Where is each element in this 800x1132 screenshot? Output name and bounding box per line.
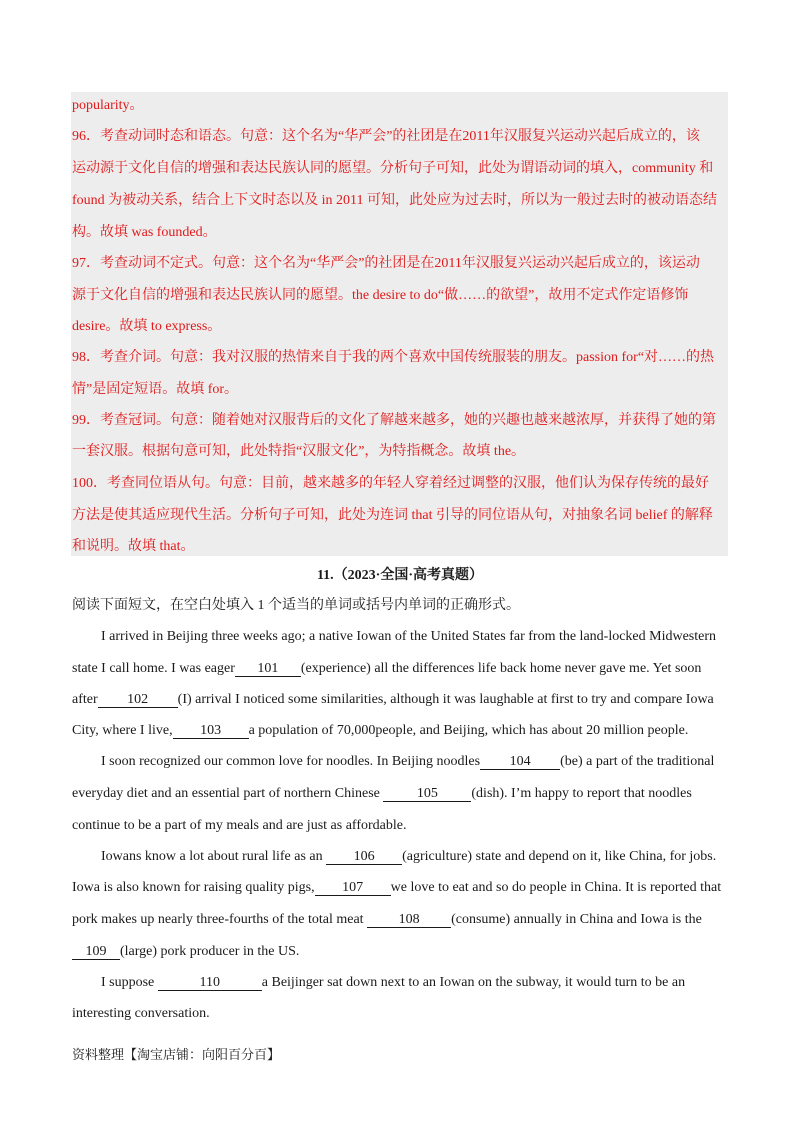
- answer-line: 和说明。故填 that。: [72, 539, 195, 554]
- passage-text: (large) pork producer in the US.: [120, 944, 300, 959]
- blank-108[interactable]: 108: [367, 913, 451, 928]
- answer-line: 方法是使其适应现代生活。分析句子可知，此处为连词 that 引导的同位语从句，对抽象名词 belief 的解释: [72, 508, 713, 523]
- passage-line: continue to be a part of my meals and are just as affordable.: [72, 818, 407, 833]
- passage-text: after: [72, 692, 98, 707]
- passage-text: (I) arrival I noticed some similarities, although it was laughable at first to try and compare Iowa: [177, 692, 714, 707]
- answer-line: 100．考查同位语从句。句意：目前，越来越多的年轻人穿着经过调整的汉服，他们认为保存传统的最好: [72, 476, 709, 491]
- answer-line: 97．考查动词不定式。句意：这个名为“华严会”的社团是在2011年汉服复兴运动兴起后成立的，该运动: [72, 256, 700, 271]
- answer-line: 运动源于文化自信的增强和表达民族认同的愿望。分析句子可知，此处为谓语动词的填入，community 和: [72, 161, 714, 176]
- answer-line: found 为被动关系，结合上下文时态以及 in 2011 可知，此处应为过去时，所以为一般过去时的被动语态结: [72, 193, 718, 208]
- passage-text: pork makes up nearly three-fourths of the total meat: [72, 912, 364, 927]
- passage-text: a Beijinger sat down next to an Iowan on the subway, it would turn to be an: [261, 975, 686, 990]
- blank-107[interactable]: 107: [315, 881, 391, 896]
- passage-line: I arrived in Beijing three weeks ago; a native Iowan of the United States far from the land-locked Midwestern: [101, 629, 717, 644]
- instruction: 阅读下面短文，在空白处填入 1 个适当的单词或括号内单词的正确形式。: [72, 598, 520, 613]
- blank-106[interactable]: 106: [326, 850, 402, 865]
- passage-text: Iowa is also known for raising quality pigs,: [72, 880, 315, 895]
- footer-source: 资料整理【淘宝店铺：向阳百分百】: [72, 1048, 281, 1063]
- answer-line: 98．考查介词。句意：我对汉服的热情来自于我的两个喜欢中国传统服装的朋友。passion for“对……的热: [72, 350, 715, 365]
- passage-text: City, where I live,: [72, 723, 173, 738]
- passage-text: we love to eat and so do people in China. It is reported that: [390, 880, 722, 895]
- passage-line: [101, 849, 716, 865]
- blank-102[interactable]: 102: [98, 693, 178, 708]
- blank-109[interactable]: 109: [72, 945, 120, 960]
- passage-line: [101, 754, 714, 770]
- passage-line: interesting conversation.: [72, 1006, 210, 1021]
- passage-text: I soon recognized our common love for noodles. In Beijing noodles: [101, 754, 481, 769]
- answer-line: 一套汉服。根据句意可知，此处特指“汉服文化”，为特指概念。故填 the。: [72, 444, 526, 459]
- passage-text: (experience) all the differences life back home never gave me. Yet soon: [300, 661, 702, 676]
- passage-text: (dish). I’m happy to report that noodles: [471, 786, 692, 801]
- blank-105[interactable]: 105: [383, 787, 471, 802]
- passage-line: [72, 723, 688, 739]
- passage-text: state I call home. I was eager: [72, 661, 235, 676]
- answer-line: 96．考查动词时态和语态。句意：这个名为“华严会”的社团是在2011年汉服复兴运动兴起后成立的，该: [72, 129, 700, 144]
- passage-line: [72, 944, 299, 960]
- answer-line: popularity。: [72, 98, 144, 113]
- passage-text: (be) a part of the traditional: [560, 754, 715, 769]
- passage-text: Iowans know a lot about rural life as an: [101, 849, 323, 864]
- passage-line: [101, 975, 685, 991]
- blank-104[interactable]: 104: [480, 755, 560, 770]
- passage-line: [72, 912, 702, 928]
- answer-line: desire。故填 to express。: [72, 319, 222, 334]
- passage-text: (consume) annually in China and Iowa is the: [451, 912, 702, 927]
- answer-line: 情”是固定短语。故填 for。: [72, 382, 239, 397]
- question-title: 11.（2023·全国·高考真题）: [316, 568, 484, 583]
- passage-text: (agriculture) state and depend on it, like China, for jobs.: [402, 849, 717, 864]
- passage-line: [72, 661, 701, 677]
- answer-line: 源于文化自信的增强和表达民族认同的愿望。the desire to do“做……的欲望”，故用不定式作定语修饰: [72, 288, 689, 303]
- passage-line: [72, 786, 692, 802]
- passage-line: [72, 692, 714, 708]
- passage-text: I suppose: [101, 975, 155, 990]
- blank-103[interactable]: 103: [173, 724, 249, 739]
- passage-text: everyday diet and an essential part of northern Chinese: [72, 786, 380, 801]
- passage-line: [72, 880, 721, 896]
- passage-text: a population of 70,000people, and Beijing, which has about 20 million people.: [248, 723, 689, 738]
- answer-line: 99．考查冠词。句意：随着她对汉服背后的文化了解越来越多，她的兴趣也越来越浓厚，并获得了她的第: [72, 413, 716, 428]
- blank-101[interactable]: 101: [235, 662, 301, 677]
- blank-110[interactable]: 110: [158, 976, 262, 991]
- answer-line: 构。故填 was founded。: [72, 225, 217, 240]
